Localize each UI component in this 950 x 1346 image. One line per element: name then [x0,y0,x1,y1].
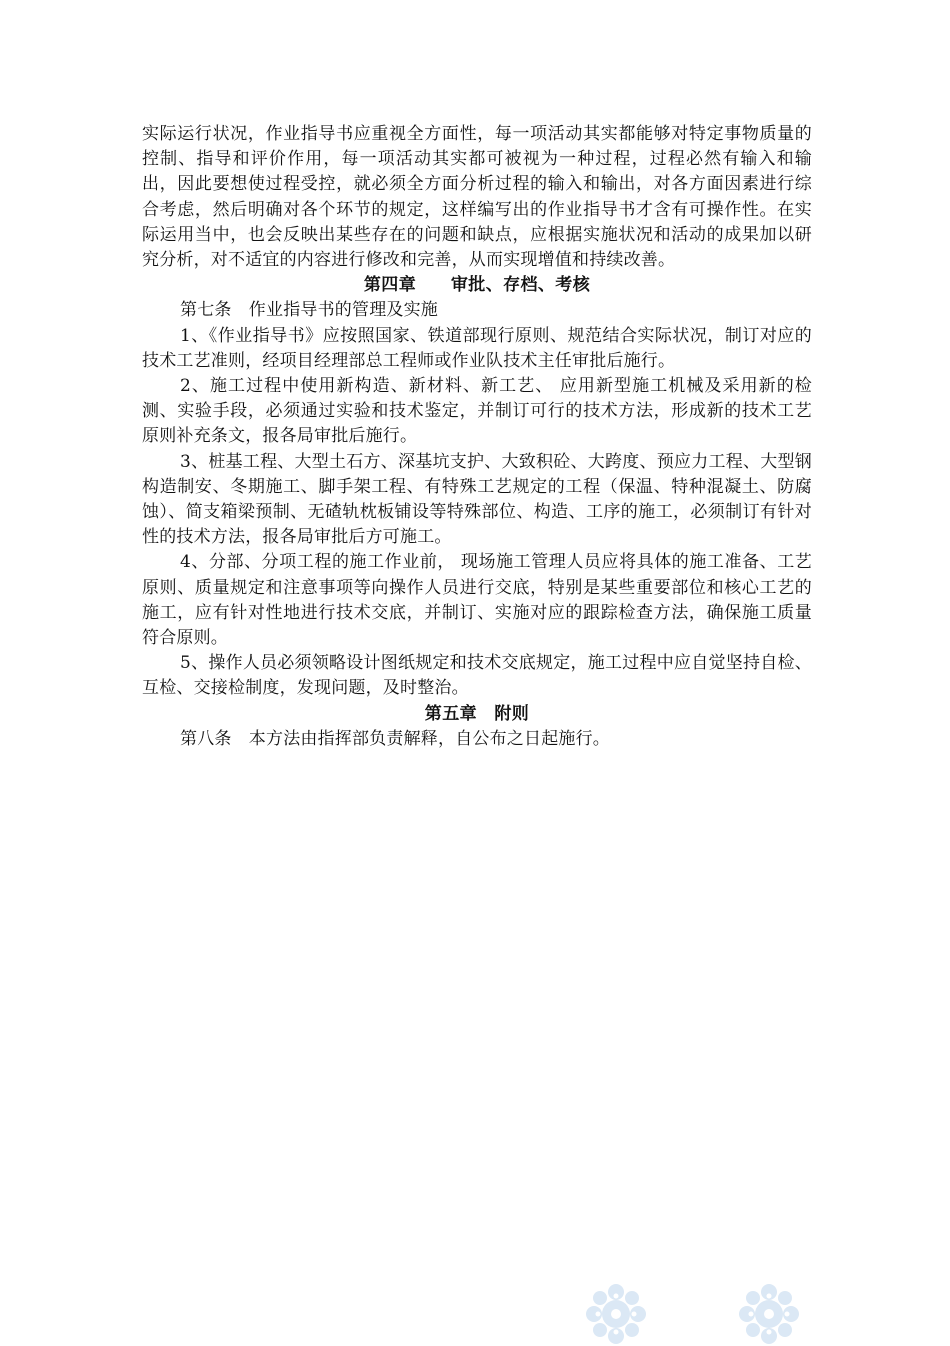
article-7-item-3: 3、桩基工程、大型土石方、深基坑支护、大致积砼、大跨度、预应力工程、大型钢构造制安、冬期施工、脚手架工程、有特殊工艺规定的工程（保温、特种混凝土、防腐蚀）、简支箱梁预制、无碴轨枕板铺设等特殊部位、构造、工序的施工，必须制订有针对性的技术方法，报各局审批后方可施工。 [142,451,812,548]
snowflake-medallion-icon [584,1282,648,1346]
chapter-5-heading: 第五章 附则 [424,703,530,724]
article-7-item-5: 5、操作人员必须领略设计图纸规定和技术交底规定，施工过程中应自觉坚持自检、互检、交接检制度，发现问题，及时整治。 [142,653,812,699]
article-7-item-2: 2、施工过程中使用新构造、新材料、新工艺、 应用新型施工机械及采用新的检测、实验手段，必须通过实验和技术鉴定，并制订可行的技术方法，形成新的技术工艺原则补充条文，报各局审批后施行。 [142,376,812,447]
article-7-item-1: 1、《作业指导书》应按照国家、铁道部现行原则、规范结合实际状况，制订对应的技术工艺准则，经项目经理部总工程师或作业队技术主任审批后施行。 [142,325,812,371]
article-7-item-4: 4、分部、分项工程的施工作业前， 现场施工管理人员应将具体的施工准备、工艺原则、质量规定和注意事项等向操作人员进行交底，特别是某些重要部位和核心工艺的施工，应有针对性地进行技术交底，并制订、实施对应的跟踪检查方法，确保施工质量符合原则。 [142,552,812,649]
intro-paragraph: 实际运行状况，作业指导书应重视全方面性，每一项活动其实都能够对特定事物质量的控制、指导和评价作用，每一项活动其实都可被视为一种过程，过程必然有输入和输出，因此要想使过程受控，就必须全方面分析过程的输入和输出，对各方面因素进行综合考虑，然后明确对各个环节的规定，这样编写出的作业指导书才含有可操作性。在实际运用当中，也会反映出某些存在的问题和缺点，应根据实施状况和活动的成果加以研究分析，对不适宜的内容进行修改和完善，从而实现增值和持续改善。 [142,124,812,271]
article-8-text: 第八条 本方法由指挥部负责解释，自公布之日起施行。 [180,728,610,749]
document-page [142,122,812,752]
chapter-4-heading: 第四章 审批、存档、考核 [363,275,591,296]
article-7-title: 第七条 作业指导书的管理及实施 [180,300,438,321]
snowflake-medallion-icon [737,1282,801,1346]
